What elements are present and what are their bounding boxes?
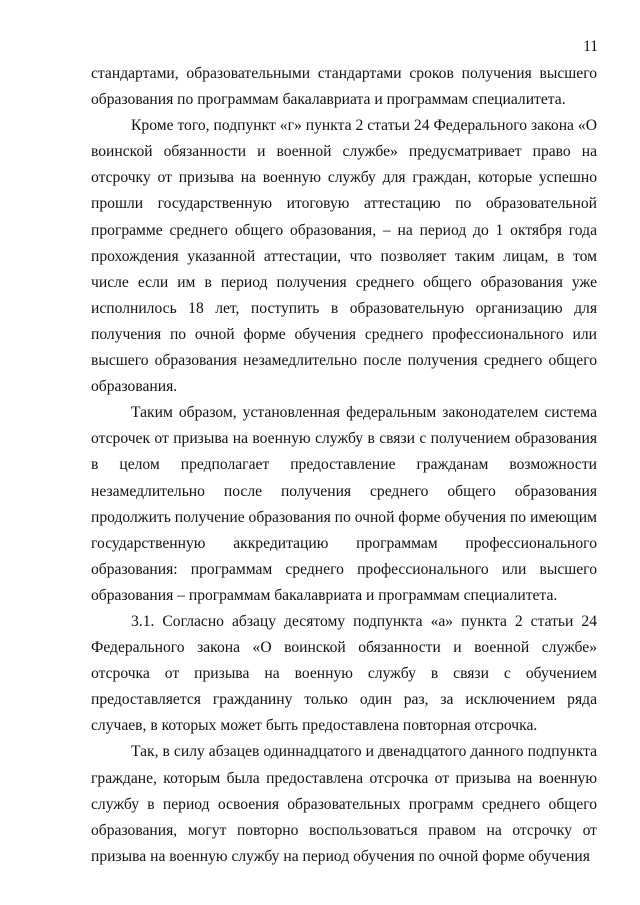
paragraph: 3.1. Согласно абзацу десятому подпункта «а» пункта 2 статьи 24 Федерального закона «О воинской обязанности и военной службе» отсрочка от призыва на военную службу в связи с обучением предоставляется гражданину только один раз, за исключением ряда случаев, в которых может быть предоставлена повторная отсрочка. bbox=[91, 612, 597, 735]
paragraph: Так, в силу абзацев одиннадцатого и двенадцатого данного подпункта граждане, которым была предоставлена отсрочка от призыва на военную службу в период освоения образовательных программ среднего общего образования, могут повторно воспользоваться правом на отсрочку от призыва на военную службу на период обучения по очной форме обучения bbox=[91, 743, 597, 865]
paragraph-continuation: стандартами, образовательными стандартами сроков получения высшего образования по программам бакалавриата и программам специалитета. bbox=[91, 65, 597, 109]
paragraph: Таким образом, установленная федеральным законодателем система отсрочек от призыва на военную службу в связи с получением образования в целом предполагает предоставление гражданам возможности незамедлительно после получения среднего общего образования продолжить получение образования по очной форме обучения по имеющим государственную аккредитацию программам профессионального образования: программам среднего профессионального или высшего образования – программам бакалавриата и программам специалитета. bbox=[91, 404, 597, 604]
page-number: 11 bbox=[583, 38, 598, 55]
document-body bbox=[91, 61, 597, 870]
paragraph: Кроме того, подпункт «г» пункта 2 статьи 24 Федерального закона «О воинской обязанности и военной службе» предусматривает право на отсрочку от призыва на военную службу для граждан, которые успешно прошли государственную итоговую аттестацию по образовательной программе среднего общего образования, – на период до 1 октября года прохождения указанной аттестации, что позволяет таким лицам, в том числе если им в период получения среднего общего образования уже исполнилось 18 лет, поступить в образовательную организацию для получения по очной форме обучения среднего профессионального или высшего образования незамедлительно после получения среднего общего образования. bbox=[91, 117, 597, 396]
